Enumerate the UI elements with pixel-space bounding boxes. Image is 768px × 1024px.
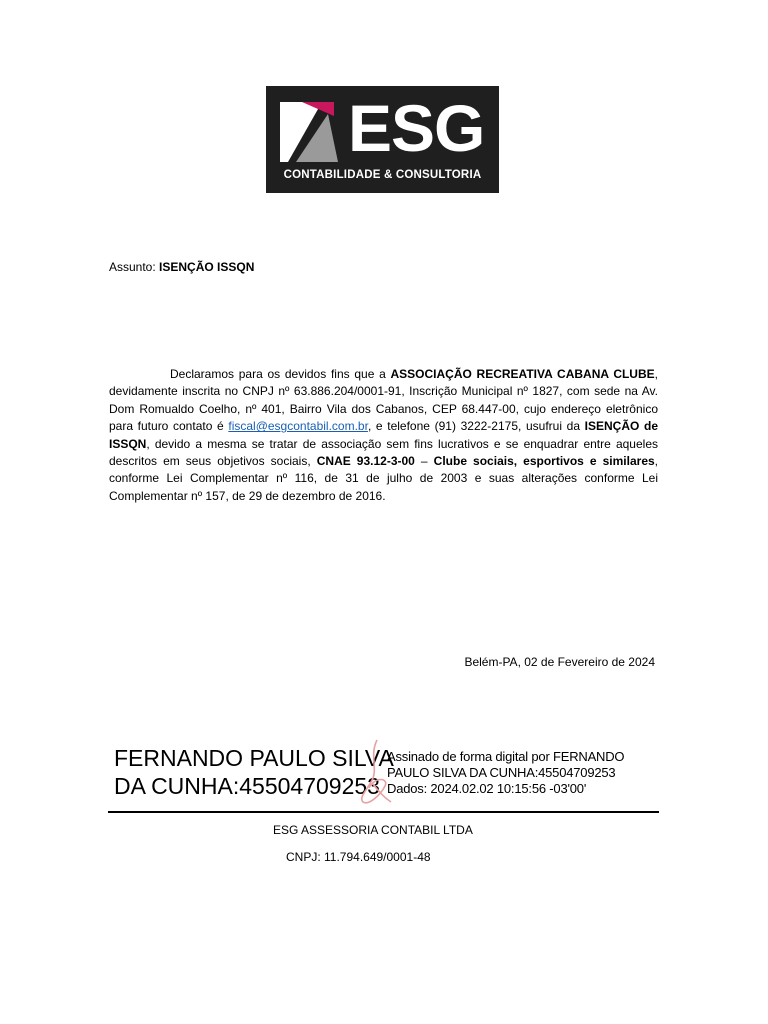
signature-detail-1: Assinado de forma digital por FERNANDO (387, 749, 625, 764)
body-text-3: , e telefone (91) 3222-2175, usufrui da (367, 419, 585, 434)
signer-name (114, 744, 394, 800)
exemption-term: ISENÇÃO de ISSQN (109, 419, 658, 451)
organization-name: ASSOCIAÇÃO RECREATIVA CABANA CLUBE (390, 367, 655, 381)
signature-details (387, 749, 624, 797)
place-date: Belém-PA, 02 de Fevereiro de 2024 (464, 655, 655, 669)
cnae-description: Clube sociais, esportivos e similares (433, 454, 655, 469)
declaration-paragraph (109, 366, 658, 505)
company-name: ESG ASSESSORIA CONTABIL LTDA (273, 823, 473, 837)
signature-detail-3: Dados: 2024.02.02 10:15:56 -03'00' (387, 781, 587, 796)
signature-detail-2: PAULO SILVA DA CUNHA:45504709253 (387, 765, 616, 780)
cnae-code: CNAE 93.12-3-00 (316, 454, 415, 469)
subject-label: Assunto: (109, 260, 156, 274)
body-text-1: Declaramos para os devidos fins que a (170, 367, 391, 381)
company-logo (266, 86, 499, 193)
body-text-6: , conforme Lei Complementar nº 116, de 31 de julho de 2003 e suas alterações conforme Lei Complementar nº 157, de 29 de dezembro de 2016. (109, 454, 659, 503)
logo-wordmark: ESG (348, 91, 485, 165)
body-text-2: , devidamente inscrita no CNPJ nº 63.886.204/0001-91, Inscrição Municipal nº 1827, com sede na Av. Dom Romualdo Coelho, nº 401, Bairro Vila dos Cabanos, CEP 68.447-00, cujo endereço eletrônico para futuro contato é (109, 367, 658, 434)
signer-name-line-1: FERNANDO PAULO SILVA (114, 745, 394, 771)
signature-line (108, 811, 659, 813)
company-cnpj: CNPJ: 11.794.649/0001-48 (286, 850, 431, 864)
signer-name-line-2: DA CUNHA:45504709253 (114, 773, 380, 799)
email-link[interactable]: fiscal@esgcontabil.com.br (228, 419, 368, 434)
body-text-4: , devido a mesma se tratar de associação sem fins lucrativos e se enquadrar entre aqueles descritos em seus objetivos sociais, (109, 436, 658, 469)
subject-value: ISENÇÃO ISSQN (159, 260, 255, 274)
logo-subtitle: CONTABILIDADE & CONSULTORIA (283, 169, 482, 181)
subject-line (109, 260, 254, 274)
body-text-5: – (414, 454, 434, 469)
